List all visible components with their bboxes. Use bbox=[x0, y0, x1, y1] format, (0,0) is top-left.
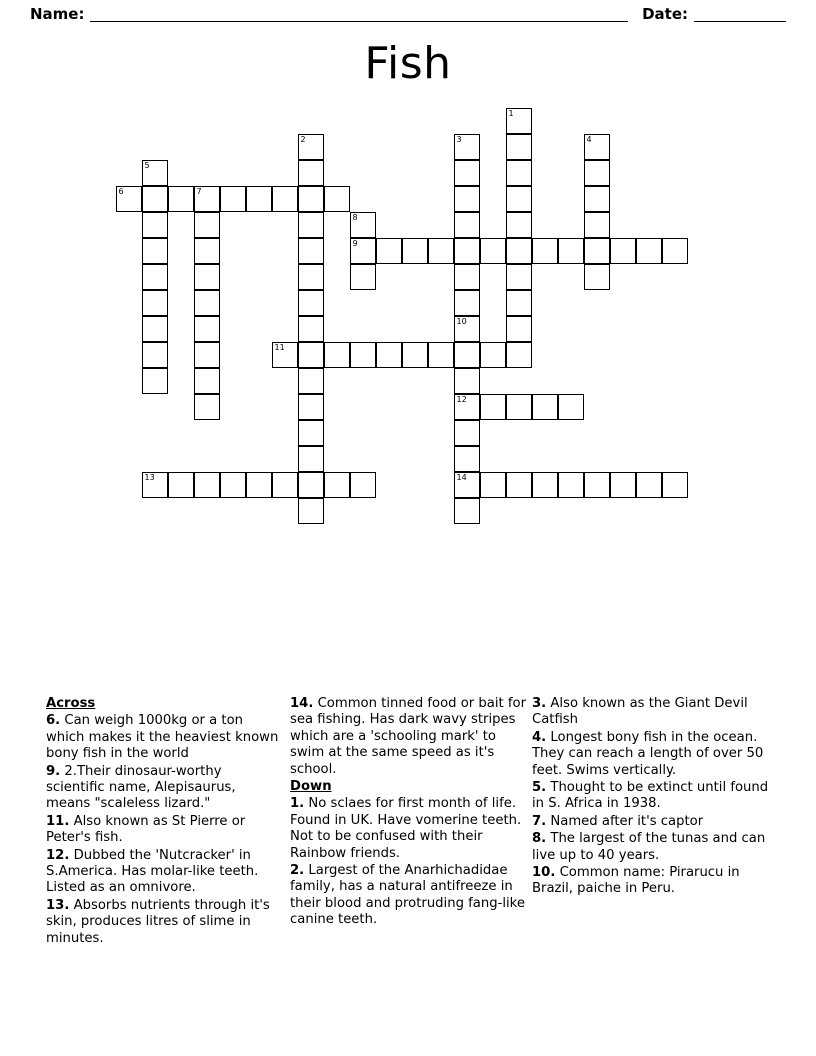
clue-text: Longest bony fish in the ocean. They can reach a length of over 50 feet. Swims vertically. bbox=[532, 729, 764, 778]
grid-cell[interactable] bbox=[142, 368, 168, 394]
date-label: Date: bbox=[642, 5, 688, 23]
grid-cell[interactable] bbox=[298, 420, 324, 446]
grid-cell[interactable] bbox=[506, 290, 532, 316]
grid-cell[interactable] bbox=[324, 186, 350, 212]
grid-cell-numbered[interactable] bbox=[350, 212, 376, 238]
grid-cell[interactable] bbox=[298, 394, 324, 420]
grid-cell-number: 9 bbox=[352, 239, 358, 248]
grid-cell[interactable] bbox=[298, 264, 324, 290]
worksheet-header bbox=[30, 0, 786, 28]
grid-cell[interactable] bbox=[558, 238, 584, 264]
grid-cell[interactable] bbox=[610, 472, 636, 498]
grid-cell[interactable] bbox=[220, 472, 246, 498]
clue-text: The largest of the tunas and can live up to 40 years. bbox=[532, 831, 766, 863]
grid-cell[interactable] bbox=[584, 264, 610, 290]
grid-cell[interactable] bbox=[454, 186, 480, 212]
grid-cell[interactable] bbox=[142, 316, 168, 342]
clue-number: 1. bbox=[290, 796, 305, 812]
clue-text: Also known as the Giant Devil Catfish bbox=[532, 696, 748, 728]
grid-cell[interactable] bbox=[610, 238, 636, 264]
grid-cell-numbered[interactable] bbox=[454, 316, 480, 342]
grid-cell[interactable] bbox=[506, 342, 532, 368]
grid-cell[interactable] bbox=[324, 472, 350, 498]
clue-across-13 bbox=[46, 898, 284, 947]
grid-cell[interactable] bbox=[194, 212, 220, 238]
grid-cell[interactable] bbox=[298, 472, 324, 498]
grid-cell-number: 14 bbox=[456, 473, 467, 482]
grid-cell[interactable] bbox=[298, 498, 324, 524]
grid-cell[interactable] bbox=[506, 186, 532, 212]
grid-cell[interactable] bbox=[480, 342, 506, 368]
grid-cell[interactable] bbox=[298, 368, 324, 394]
grid-cell[interactable] bbox=[558, 394, 584, 420]
grid-cell[interactable] bbox=[532, 238, 558, 264]
clue-across-6 bbox=[46, 713, 284, 762]
grid-cell[interactable] bbox=[298, 446, 324, 472]
clue-text: Named after it's captor bbox=[550, 813, 704, 829]
grid-cell[interactable] bbox=[506, 394, 532, 420]
grid-cell[interactable] bbox=[220, 186, 246, 212]
grid-cell[interactable] bbox=[142, 264, 168, 290]
grid-cell-numbered[interactable] bbox=[454, 134, 480, 160]
grid-cell[interactable] bbox=[142, 186, 168, 212]
grid-cell[interactable] bbox=[168, 472, 194, 498]
grid-cell[interactable] bbox=[298, 290, 324, 316]
grid-cell[interactable] bbox=[584, 212, 610, 238]
grid-cell[interactable] bbox=[298, 212, 324, 238]
name-write-line bbox=[90, 7, 628, 22]
grid-cell-number: 5 bbox=[144, 161, 150, 170]
grid-cell[interactable] bbox=[584, 186, 610, 212]
clue-down-3 bbox=[532, 696, 770, 729]
clue-text: Thought to be extinct until found in S. Africa in 1938. bbox=[532, 780, 769, 812]
grid-cell-number: 3 bbox=[456, 135, 462, 144]
clue-number: 8. bbox=[532, 831, 547, 847]
across-heading: Across bbox=[46, 696, 96, 711]
grid-cell[interactable] bbox=[376, 238, 402, 264]
grid-cell[interactable] bbox=[194, 394, 220, 420]
grid-cell[interactable] bbox=[376, 342, 402, 368]
grid-cell[interactable] bbox=[454, 212, 480, 238]
grid-cell[interactable] bbox=[142, 212, 168, 238]
grid-cell[interactable] bbox=[506, 316, 532, 342]
grid-cell-numbered[interactable] bbox=[454, 394, 480, 420]
clue-down-2 bbox=[290, 863, 528, 929]
clue-text: Common tinned food or bait for sea fishing. Has dark wavy stripes which are a 'schooling mark' to swim at the same speed as it's school. bbox=[290, 696, 527, 777]
grid-cell[interactable] bbox=[506, 264, 532, 290]
grid-cell[interactable] bbox=[480, 238, 506, 264]
clue-text: Dubbed the 'Nutcracker' in S.America. Has molar-like teeth. Listed as an omnivore. bbox=[46, 847, 259, 896]
clue-number: 4. bbox=[532, 729, 547, 745]
grid-cell[interactable] bbox=[480, 394, 506, 420]
grid-cell-number: 12 bbox=[456, 395, 467, 404]
grid-cell[interactable] bbox=[558, 472, 584, 498]
crossword-grid bbox=[0, 104, 816, 644]
grid-cell[interactable] bbox=[506, 134, 532, 160]
clue-column-3 bbox=[532, 696, 770, 899]
clue-number: 6. bbox=[46, 713, 61, 729]
grid-cell[interactable] bbox=[636, 238, 662, 264]
clues-section bbox=[46, 696, 770, 996]
grid-cell[interactable] bbox=[402, 342, 428, 368]
grid-cell[interactable] bbox=[454, 264, 480, 290]
clue-number: 12. bbox=[46, 847, 70, 863]
grid-cell-number: 2 bbox=[300, 135, 306, 144]
clue-number: 10. bbox=[532, 865, 556, 881]
grid-cell[interactable] bbox=[402, 238, 428, 264]
grid-cell[interactable] bbox=[194, 290, 220, 316]
grid-cell[interactable] bbox=[584, 472, 610, 498]
grid-cell[interactable] bbox=[506, 212, 532, 238]
grid-cell[interactable] bbox=[194, 316, 220, 342]
grid-cell-number: 4 bbox=[586, 135, 592, 144]
grid-cell[interactable] bbox=[480, 472, 506, 498]
grid-cell[interactable] bbox=[298, 342, 324, 368]
clue-number: 9. bbox=[46, 763, 61, 779]
clue-number: 3. bbox=[532, 696, 547, 711]
clue-down-8 bbox=[532, 831, 770, 864]
grid-cell-numbered[interactable] bbox=[194, 186, 220, 212]
grid-cell[interactable] bbox=[298, 238, 324, 264]
grid-cell[interactable] bbox=[454, 342, 480, 368]
grid-cell-number: 7 bbox=[196, 187, 202, 196]
grid-cell[interactable] bbox=[246, 186, 272, 212]
grid-cell[interactable] bbox=[428, 342, 454, 368]
clue-text: Largest of the Anarhichadidae family, has a natural antifreeze in their blood and protruding fang-like canine teeth. bbox=[290, 863, 525, 928]
clue-number: 11. bbox=[46, 813, 70, 829]
clue-across-12 bbox=[46, 848, 284, 897]
grid-cell[interactable] bbox=[636, 472, 662, 498]
grid-cell[interactable] bbox=[506, 160, 532, 186]
grid-cell-number: 10 bbox=[456, 317, 467, 326]
grid-cell[interactable] bbox=[454, 290, 480, 316]
grid-cell[interactable] bbox=[272, 472, 298, 498]
clue-number: 14. bbox=[290, 696, 314, 711]
grid-cell[interactable] bbox=[194, 342, 220, 368]
grid-cell[interactable] bbox=[454, 238, 480, 264]
grid-cell[interactable] bbox=[324, 342, 350, 368]
grid-cell[interactable] bbox=[584, 160, 610, 186]
grid-cell[interactable] bbox=[532, 394, 558, 420]
clue-across-11 bbox=[46, 814, 284, 847]
grid-cell-number: 11 bbox=[274, 343, 285, 352]
grid-cell[interactable] bbox=[506, 472, 532, 498]
grid-cell[interactable] bbox=[584, 238, 610, 264]
grid-cell-numbered[interactable] bbox=[584, 134, 610, 160]
clue-number: 13. bbox=[46, 897, 70, 913]
grid-cell[interactable] bbox=[194, 264, 220, 290]
clue-across-14 bbox=[290, 696, 528, 778]
clue-down-4 bbox=[532, 730, 770, 779]
grid-cell-number: 6 bbox=[118, 187, 124, 196]
grid-cell-numbered[interactable] bbox=[142, 160, 168, 186]
clue-column-2 bbox=[290, 696, 528, 930]
down-heading: Down bbox=[290, 779, 332, 795]
clue-text: No sclaes for first month of life. Found in UK. Have vomerine teeth. Not to be confused with their Rainbow friends. bbox=[290, 796, 522, 861]
clue-down-1 bbox=[290, 796, 528, 862]
grid-cell[interactable] bbox=[350, 342, 376, 368]
grid-cell[interactable] bbox=[298, 316, 324, 342]
grid-cell[interactable] bbox=[454, 446, 480, 472]
clue-text: 2.Their dinosaur-worthy scientific name, Alepisaurus, means "scaleless lizard." bbox=[46, 763, 236, 812]
grid-cell[interactable] bbox=[246, 472, 272, 498]
clue-text: Absorbs nutrients through it's skin, produces litres of slime in minutes. bbox=[46, 897, 270, 946]
grid-cell[interactable] bbox=[350, 264, 376, 290]
grid-cell[interactable] bbox=[454, 368, 480, 394]
grid-cell[interactable] bbox=[454, 498, 480, 524]
grid-cell-number: 1 bbox=[508, 109, 514, 118]
grid-cell-numbered[interactable] bbox=[272, 342, 298, 368]
clue-number: 5. bbox=[532, 780, 547, 796]
grid-cell-numbered[interactable] bbox=[142, 472, 168, 498]
grid-cell[interactable] bbox=[350, 472, 376, 498]
grid-cell[interactable] bbox=[662, 238, 688, 264]
date-write-line bbox=[694, 7, 786, 22]
grid-cell[interactable] bbox=[194, 238, 220, 264]
grid-cell[interactable] bbox=[142, 342, 168, 368]
grid-cell-numbered[interactable] bbox=[350, 238, 376, 264]
grid-cell[interactable] bbox=[506, 238, 532, 264]
grid-cell-numbered[interactable] bbox=[298, 134, 324, 160]
grid-cell-numbered[interactable] bbox=[454, 472, 480, 498]
grid-cell[interactable] bbox=[194, 472, 220, 498]
name-label: Name: bbox=[30, 5, 85, 23]
grid-cell[interactable] bbox=[194, 368, 220, 394]
clue-number: 7. bbox=[532, 813, 547, 829]
grid-cell[interactable] bbox=[454, 160, 480, 186]
page-title: Fish bbox=[364, 38, 452, 89]
grid-cell[interactable] bbox=[142, 238, 168, 264]
grid-cell[interactable] bbox=[272, 186, 298, 212]
grid-cell[interactable] bbox=[298, 186, 324, 212]
clue-text: Also known as St Pierre or Peter's fish. bbox=[46, 813, 246, 846]
grid-cell[interactable] bbox=[142, 290, 168, 316]
clue-down-7 bbox=[532, 814, 770, 830]
grid-cell[interactable] bbox=[532, 472, 558, 498]
grid-cell-number: 13 bbox=[144, 473, 155, 482]
grid-cell-number: 8 bbox=[352, 213, 358, 222]
clue-down-10 bbox=[532, 865, 770, 898]
clue-down-5 bbox=[532, 780, 770, 813]
clue-across-9 bbox=[46, 764, 284, 813]
clue-number: 2. bbox=[290, 863, 305, 879]
grid-cell[interactable] bbox=[168, 186, 194, 212]
grid-cell-numbered[interactable] bbox=[506, 108, 532, 134]
clue-text: Can weigh 1000kg or a ton which makes it the heaviest known bony fish in the world bbox=[46, 713, 279, 762]
clue-column-1 bbox=[46, 696, 284, 948]
grid-cell[interactable] bbox=[428, 238, 454, 264]
grid-cell-numbered[interactable] bbox=[116, 186, 142, 212]
grid-cell[interactable] bbox=[662, 472, 688, 498]
clue-text: Common name: Pirarucu in Brazil, paiche in Peru. bbox=[532, 865, 740, 897]
grid-cell[interactable] bbox=[298, 160, 324, 186]
grid-cell[interactable] bbox=[454, 420, 480, 446]
